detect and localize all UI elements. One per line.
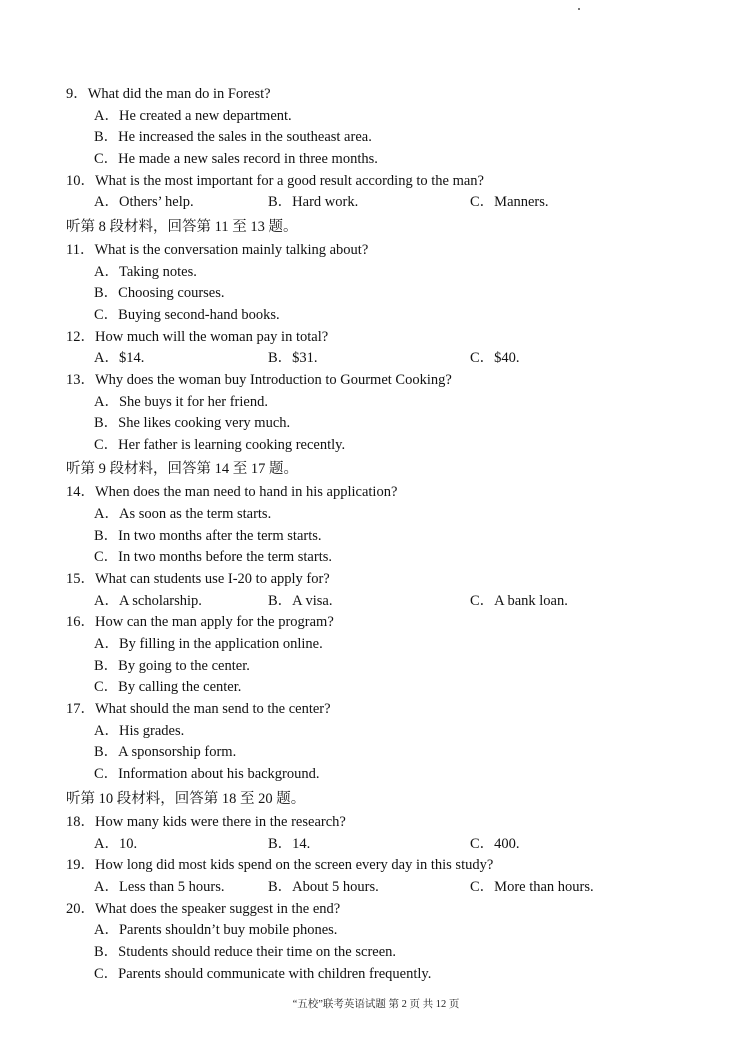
page-footer: “五校”联考英语试题 第 2 页 共 12 页: [292, 999, 460, 1010]
question-11-option-b: B．Choosing courses.: [94, 285, 225, 301]
section-10-instruction: 听第 10 段材料，回答第 18 至 20 题。: [66, 791, 306, 807]
question-19-stem: 19．How long did most kids spend on the screen every day in this study?: [66, 857, 494, 873]
question-13-option-c: C．Her father is learning cooking recently.: [94, 437, 346, 453]
question-15-option-b: B．A visa.: [268, 593, 333, 609]
question-11-option-c: C．Buying second-hand books.: [94, 307, 280, 323]
question-12-option-b: B．$31.: [268, 350, 318, 366]
question-19-option-c: C．More than hours.: [470, 879, 594, 895]
question-14-option-c: C．In two months before the term starts.: [94, 549, 332, 565]
question-18-option-b: B．14.: [268, 836, 311, 852]
question-17-option-a: A．His grades.: [94, 723, 185, 739]
question-9-stem: 9．What did the man do in Forest?: [66, 86, 271, 102]
question-20-stem: 20．What does the speaker suggest in the end?: [66, 901, 341, 917]
question-14-stem: 14．When does the man need to hand in his application?: [66, 484, 398, 500]
section-9-instruction: 听第 9 段材料，回答第 14 至 17 题。: [66, 461, 298, 477]
question-20-option-c: C．Parents should communicate with children frequently.: [94, 966, 432, 982]
question-13-stem: 13．Why does the woman buy Introduction to Gourmet Cooking?: [66, 372, 452, 388]
question-14-option-a: A．As soon as the term starts.: [94, 506, 272, 522]
question-11-stem: 11．What is the conversation mainly talking about?: [66, 242, 369, 258]
question-10-option-a: A．Others’ help.: [94, 194, 194, 210]
question-15-option-a: A．A scholarship.: [94, 593, 202, 609]
question-9-option-c: C．He made a new sales record in three months.: [94, 151, 378, 167]
question-18-option-a: A．10.: [94, 836, 138, 852]
question-16-option-b: B．By going to the center.: [94, 658, 250, 674]
question-17-stem: 17．What should the man send to the center?: [66, 701, 331, 717]
question-18-stem: 18．How many kids were there in the research?: [66, 814, 346, 830]
question-19-option-a: A．Less than 5 hours.: [94, 879, 225, 895]
question-17-option-b: B．A sponsorship form.: [94, 744, 237, 760]
question-9-option-b: B．He increased the sales in the southeast area.: [94, 129, 372, 145]
question-16-stem: 16．How can the man apply for the program?: [66, 614, 334, 630]
question-17-option-c: C．Information about his background.: [94, 766, 320, 782]
question-13-option-b: B．She likes cooking very much.: [94, 415, 291, 431]
question-12-option-a: A．$14.: [94, 350, 145, 366]
question-10-stem: 10．What is the most important for a good result according to the man?: [66, 173, 484, 189]
question-10-option-b: B．Hard work.: [268, 194, 359, 210]
question-12-stem: 12．How much will the woman pay in total?: [66, 329, 329, 345]
question-20-option-a: A．Parents shouldn’t buy mobile phones.: [94, 922, 338, 938]
scan-dot: [578, 8, 580, 10]
question-14-option-b: B．In two months after the term starts.: [94, 528, 322, 544]
question-11-option-a: A．Taking notes.: [94, 264, 197, 280]
question-19-option-b: B．About 5 hours.: [268, 879, 379, 895]
question-10-option-c: C．Manners.: [470, 194, 549, 210]
question-9-option-a: A．He created a new department.: [94, 108, 292, 124]
section-8-instruction: 听第 8 段材料，回答第 11 至 13 题。: [66, 219, 298, 235]
question-15-stem: 15．What can students use I-20 to apply for?: [66, 571, 330, 587]
question-13-option-a: A．She buys it for her friend.: [94, 394, 268, 410]
question-12-option-c: C．$40.: [470, 350, 520, 366]
question-20-option-b: B．Students should reduce their time on the screen.: [94, 944, 397, 960]
question-16-option-a: A．By filling in the application online.: [94, 636, 323, 652]
question-15-option-c: C．A bank loan.: [470, 593, 568, 609]
question-16-option-c: C．By calling the center.: [94, 679, 242, 695]
question-18-option-c: C．400.: [470, 836, 520, 852]
